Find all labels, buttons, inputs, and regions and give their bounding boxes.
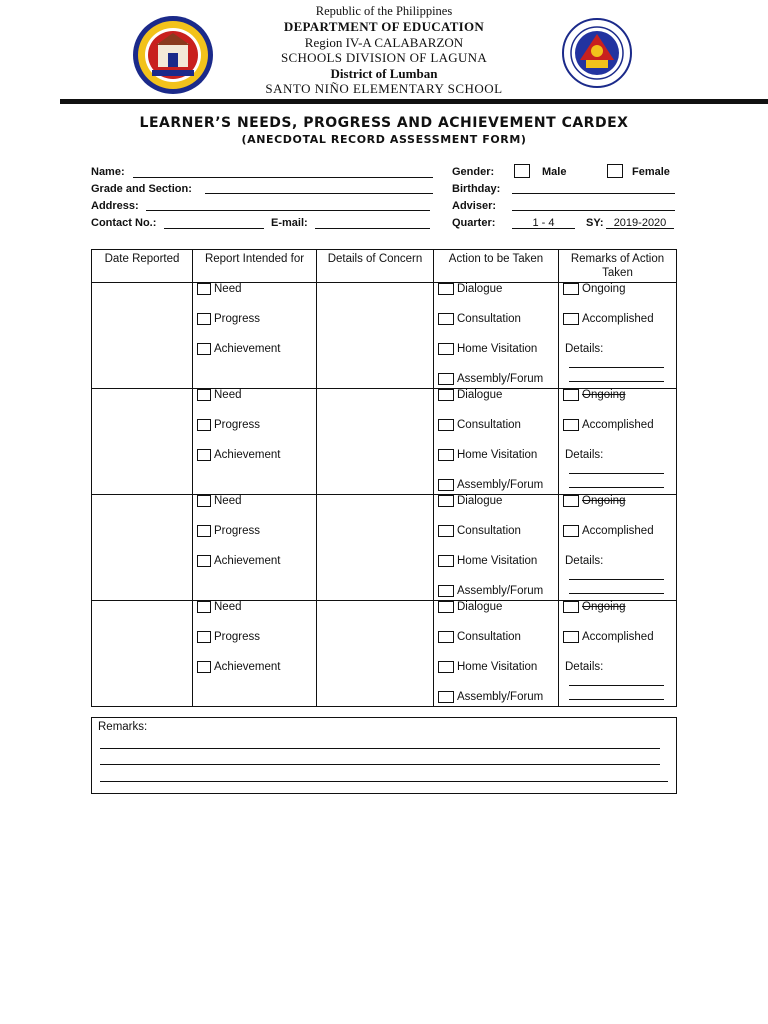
form-title: LEARNER’S NEEDS, PROGRESS AND ACHIEVEMENT CARDEX <box>139 115 629 131</box>
quarter-field[interactable] <box>512 228 575 229</box>
remarks-line-1[interactable] <box>100 748 660 749</box>
option-accomplished[interactable]: Accomplished <box>563 419 654 431</box>
option-achievement[interactable]: Achievement <box>197 343 280 355</box>
option-progress[interactable]: Progress <box>197 313 260 325</box>
sy-value: 2019-2020 <box>613 217 667 229</box>
header-details-concern: Details of Concern <box>317 250 434 283</box>
sy-field[interactable] <box>606 228 674 229</box>
cardex-table <box>91 249 677 707</box>
option-progress[interactable]: Progress <box>197 525 260 537</box>
option-achievement[interactable]: Achievement <box>197 661 280 673</box>
checkbox-icon[interactable] <box>197 419 211 431</box>
details-line-2[interactable] <box>569 487 664 488</box>
date-reported-cell[interactable] <box>92 495 193 601</box>
date-reported-cell[interactable] <box>92 601 193 707</box>
header-report-intended: Report Intended for <box>193 250 317 283</box>
details-concern-cell[interactable] <box>317 601 434 707</box>
checkbox-icon[interactable] <box>438 389 454 401</box>
checkbox-icon[interactable] <box>438 631 454 643</box>
address-label: Address: <box>91 200 139 212</box>
report-intended-cell <box>193 601 317 707</box>
remarks-line-3[interactable] <box>100 781 668 782</box>
option-need[interactable]: Need <box>197 495 242 507</box>
birthday-field[interactable] <box>512 193 675 194</box>
action-taken-cell <box>434 389 559 495</box>
table-header-row <box>92 250 677 283</box>
remarks-action-cell <box>559 389 677 495</box>
checkbox-icon[interactable] <box>438 661 454 673</box>
checkbox-icon[interactable] <box>438 525 454 537</box>
checkbox-icon[interactable] <box>438 419 454 431</box>
option-assembly-forum[interactable]: Assembly/Forum <box>438 585 543 597</box>
checkbox-icon[interactable] <box>197 555 211 567</box>
table-row <box>92 283 677 389</box>
option-progress[interactable]: Progress <box>197 419 260 431</box>
header-region: Region IV-A CALABARZON <box>304 34 464 50</box>
report-intended-cell <box>193 495 317 601</box>
male-checkbox[interactable] <box>514 164 530 178</box>
male-label: Male <box>542 166 567 178</box>
details-label: Details: <box>565 555 604 567</box>
header-action-taken: Action to be Taken <box>434 250 559 283</box>
action-taken-cell <box>434 283 559 389</box>
checkbox-icon[interactable] <box>438 449 454 461</box>
header-republic: Republic of the Philippines <box>315 4 453 18</box>
checkbox-icon[interactable] <box>197 389 211 401</box>
checkbox-icon[interactable] <box>563 601 579 613</box>
checkbox-icon[interactable] <box>438 691 454 703</box>
details-label: Details: <box>565 449 604 461</box>
checkbox-icon[interactable] <box>563 389 579 401</box>
email-field[interactable] <box>315 228 430 229</box>
option-home-visitation[interactable]: Home Visitation <box>438 661 537 673</box>
details-concern-cell[interactable] <box>317 283 434 389</box>
contact-field[interactable] <box>164 228 264 229</box>
adviser-label: Adviser: <box>452 200 497 212</box>
remarks-action-cell <box>559 495 677 601</box>
header-date-reported: Date Reported <box>92 250 193 283</box>
option-accomplished[interactable]: Accomplished <box>563 525 654 537</box>
checkbox-icon[interactable] <box>438 495 454 507</box>
option-dialogue[interactable]: Dialogue <box>438 389 502 401</box>
option-consultation[interactable]: Consultation <box>438 313 521 325</box>
option-achievement[interactable]: Achievement <box>197 449 280 461</box>
table-row <box>92 389 677 495</box>
option-ongoing[interactable]: Ongoing <box>563 389 625 401</box>
option-consultation[interactable]: Consultation <box>438 631 521 643</box>
report-intended-cell <box>193 389 317 495</box>
details-concern-cell[interactable] <box>317 495 434 601</box>
option-progress[interactable]: Progress <box>197 631 260 643</box>
details-line-2[interactable] <box>569 593 664 594</box>
option-dialogue[interactable]: Dialogue <box>438 283 502 295</box>
option-home-visitation[interactable]: Home Visitation <box>438 555 537 567</box>
details-concern-cell[interactable] <box>317 389 434 495</box>
details-label: Details: <box>565 661 604 673</box>
remarks-box <box>91 717 677 794</box>
checkbox-icon[interactable] <box>438 373 454 385</box>
header-division: SCHOOLS DIVISION OF LAGUNA <box>280 50 488 66</box>
deped-seal-logo <box>562 18 632 88</box>
name-field[interactable] <box>133 177 433 178</box>
header-remarks-action: Remarks of Action Taken <box>559 250 677 283</box>
checkbox-icon[interactable] <box>438 479 454 491</box>
remarks-action-cell <box>559 283 677 389</box>
contact-label: Contact No.: <box>91 217 157 229</box>
checkbox-icon[interactable] <box>438 601 454 613</box>
details-line-1[interactable] <box>569 367 664 368</box>
checkbox-icon[interactable] <box>197 525 211 537</box>
header-school: SANTO NIÑO ELEMENTARY SCHOOL <box>265 81 503 97</box>
checkbox-icon[interactable] <box>197 283 211 295</box>
option-consultation[interactable]: Consultation <box>438 419 521 431</box>
checkbox-icon[interactable] <box>563 419 579 431</box>
option-assembly-forum[interactable]: Assembly/Forum <box>438 691 543 703</box>
checkbox-icon[interactable] <box>197 631 211 643</box>
option-need[interactable]: Need <box>197 283 242 295</box>
date-reported-cell[interactable] <box>92 283 193 389</box>
details-line-2[interactable] <box>569 381 664 382</box>
checkbox-icon[interactable] <box>438 283 454 295</box>
table-row <box>92 495 677 601</box>
checkbox-icon[interactable] <box>197 343 211 355</box>
option-consultation[interactable]: Consultation <box>438 525 521 537</box>
letterhead <box>0 0 768 105</box>
details-line-1[interactable] <box>569 685 664 686</box>
checkbox-icon[interactable] <box>197 601 211 613</box>
header-rule <box>60 99 768 104</box>
details-line-1[interactable] <box>569 579 664 580</box>
option-ongoing[interactable]: Ongoing <box>563 283 625 295</box>
checkbox-icon[interactable] <box>197 449 211 461</box>
remarks-label: Remarks: <box>98 721 148 733</box>
quarter-value: 1 - 4 <box>532 217 555 229</box>
table-row <box>92 601 677 707</box>
adviser-field[interactable] <box>512 210 675 211</box>
header-district: District of Lumban <box>330 65 438 81</box>
name-label: Name: <box>91 166 125 178</box>
female-checkbox[interactable] <box>607 164 623 178</box>
remarks-action-cell <box>559 601 677 707</box>
checkbox-icon[interactable] <box>197 495 211 507</box>
action-taken-cell <box>434 495 559 601</box>
remarks-line-2[interactable] <box>100 764 660 765</box>
date-reported-cell[interactable] <box>92 389 193 495</box>
gender-label: Gender: <box>452 166 495 178</box>
checkbox-icon[interactable] <box>438 585 454 597</box>
option-assembly-forum[interactable]: Assembly/Forum <box>438 373 543 385</box>
action-taken-cell <box>434 601 559 707</box>
option-assembly-forum[interactable]: Assembly/Forum <box>438 479 543 491</box>
sy-label: SY: <box>586 217 604 229</box>
checkbox-icon[interactable] <box>563 495 579 507</box>
checkbox-icon[interactable] <box>197 661 211 673</box>
option-accomplished[interactable]: Accomplished <box>563 631 654 643</box>
option-need[interactable]: Need <box>197 601 242 613</box>
option-dialogue[interactable]: Dialogue <box>438 601 502 613</box>
form-subtitle: (ANECDOTAL RECORD ASSESSMENT FORM) <box>241 133 527 146</box>
checkbox-icon[interactable] <box>438 343 454 355</box>
option-home-visitation[interactable]: Home Visitation <box>438 449 537 461</box>
option-ongoing[interactable]: Ongoing <box>563 495 625 507</box>
option-accomplished[interactable]: Accomplished <box>563 313 654 325</box>
header-department: DEPARTMENT OF EDUCATION <box>283 19 485 35</box>
email-label: E-mail: <box>271 217 308 229</box>
grade-section-field[interactable] <box>205 193 433 194</box>
checkbox-icon[interactable] <box>197 313 211 325</box>
quarter-label: Quarter: <box>452 217 496 229</box>
checkbox-icon[interactable] <box>563 313 579 325</box>
report-intended-cell <box>193 283 317 389</box>
checkbox-icon[interactable] <box>563 283 579 295</box>
option-home-visitation[interactable]: Home Visitation <box>438 343 537 355</box>
grade-section-label: Grade and Section: <box>91 183 192 195</box>
option-achievement[interactable]: Achievement <box>197 555 280 567</box>
birthday-label: Birthday: <box>452 183 501 195</box>
option-dialogue[interactable]: Dialogue <box>438 495 502 507</box>
details-label: Details: <box>565 343 604 355</box>
checkbox-icon[interactable] <box>563 525 579 537</box>
details-line-2[interactable] <box>569 699 664 700</box>
female-label: Female <box>632 166 670 178</box>
checkbox-icon[interactable] <box>563 631 579 643</box>
option-need[interactable]: Need <box>197 389 242 401</box>
option-ongoing[interactable]: Ongoing <box>563 601 625 613</box>
details-line-1[interactable] <box>569 473 664 474</box>
address-field[interactable] <box>146 210 430 211</box>
checkbox-icon[interactable] <box>438 555 454 567</box>
checkbox-icon[interactable] <box>438 313 454 325</box>
